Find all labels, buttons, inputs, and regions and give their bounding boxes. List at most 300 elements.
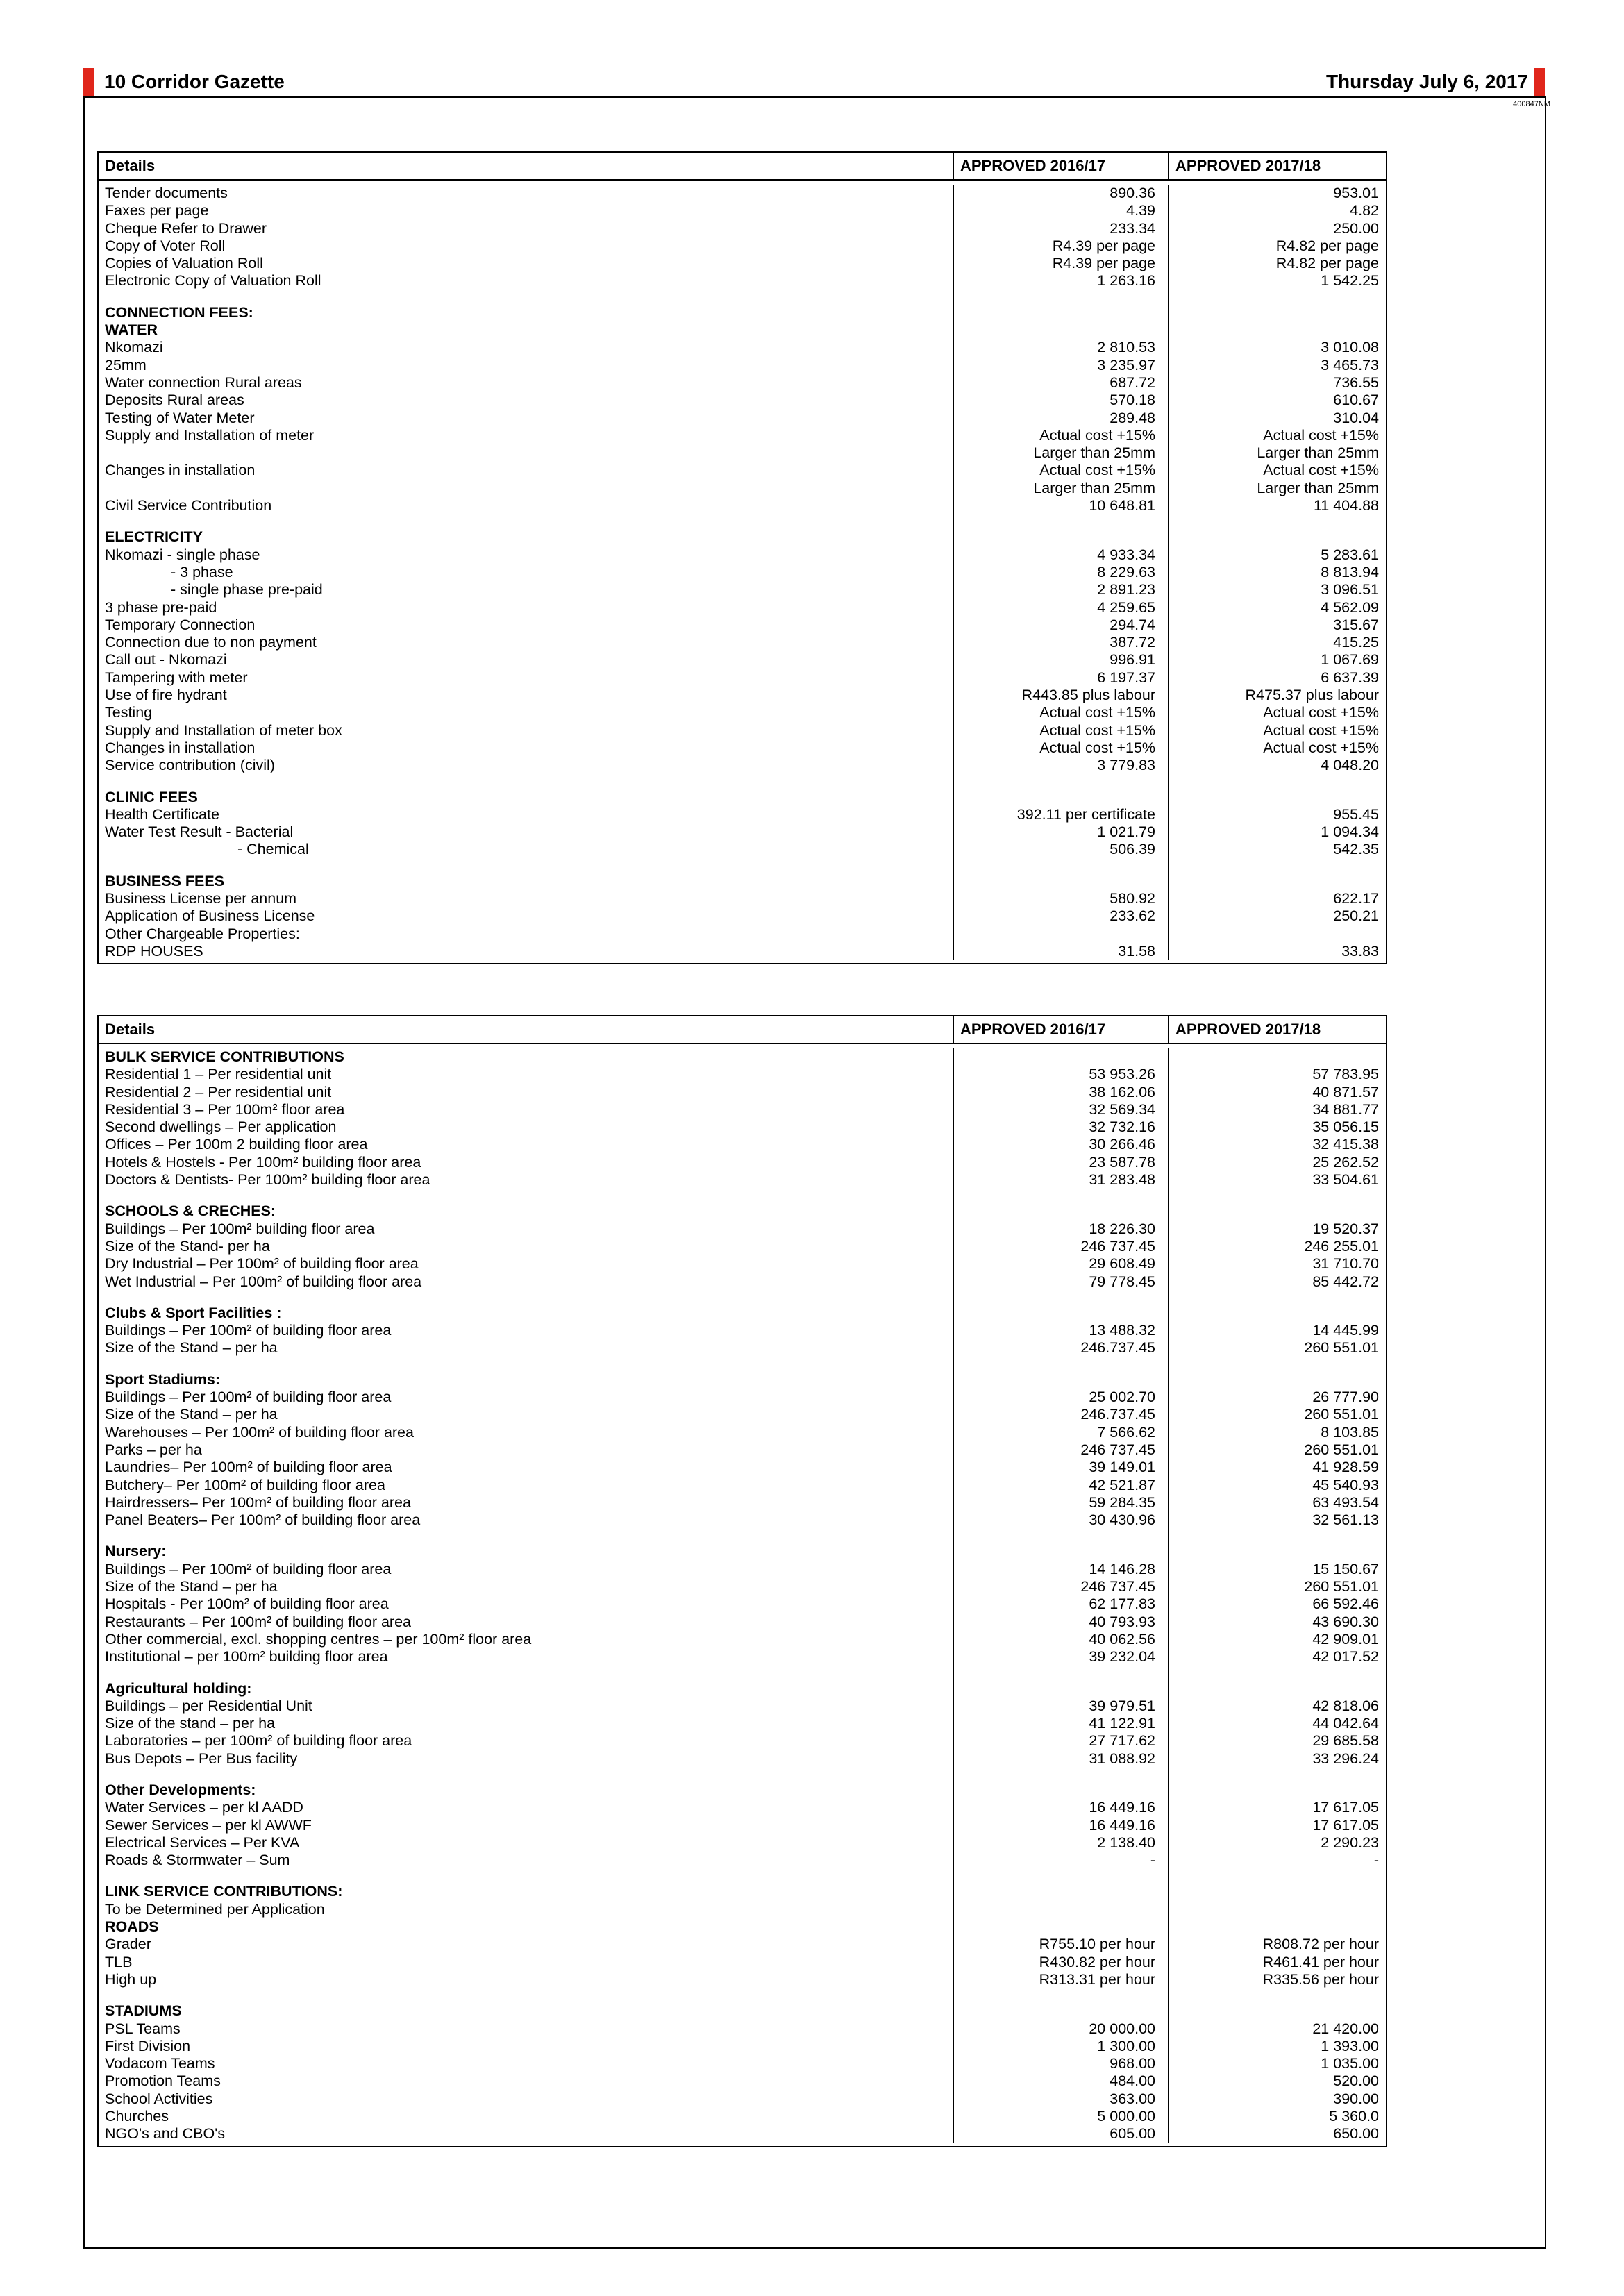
row-approved-2016-17: 4.39 xyxy=(954,202,1169,219)
row-details: Promotion Teams xyxy=(99,2072,954,2090)
table-row xyxy=(99,1971,1386,1988)
row-details xyxy=(99,859,954,873)
row-approved-2017-18 xyxy=(1169,859,1386,873)
row-approved-2016-17: 20 000.00 xyxy=(954,2020,1169,2038)
row-details xyxy=(99,1189,954,1203)
table-spacer xyxy=(99,1189,1386,1203)
row-approved-2016-17 xyxy=(954,514,1169,528)
row-approved-2016-17: Actual cost +15% xyxy=(954,722,1169,739)
row-approved-2017-18 xyxy=(1169,1189,1386,1203)
row-approved-2016-17 xyxy=(954,1883,1169,1900)
row-approved-2016-17: 32 732.16 xyxy=(954,1118,1169,1136)
row-approved-2016-17: 2 891.23 xyxy=(954,581,1169,598)
column-approved-2017-18: APPROVED 2017/18 xyxy=(1175,157,1321,174)
row-approved-2017-18: 33 504.61 xyxy=(1312,1171,1379,1189)
table-row xyxy=(99,1936,1386,1953)
table-row xyxy=(99,704,1386,721)
row-approved-2017-18: 622.17 xyxy=(1333,889,1379,907)
row-approved-2017-18 xyxy=(1169,1371,1386,1389)
row-approved-2017-18 xyxy=(1169,1666,1386,1680)
table-row xyxy=(99,739,1386,757)
row-approved-2016-17 xyxy=(954,789,1169,806)
row-approved-2016-17: 13 488.32 xyxy=(954,1322,1169,1339)
row-details: Laundries– Per 100m² of building floor area xyxy=(99,1459,954,1476)
row-approved-2016-17 xyxy=(954,1305,1169,1322)
row-details: - Chemical xyxy=(99,841,954,858)
row-approved-2017-18: 3 096.51 xyxy=(1321,581,1379,598)
row-approved-2016-17 xyxy=(954,1768,1169,1782)
table-row xyxy=(99,1322,1386,1339)
row-approved-2017-18: Actual cost +15% xyxy=(1263,721,1379,739)
row-details: School Activities xyxy=(99,2090,954,2108)
row-approved-2016-17 xyxy=(954,1371,1169,1389)
table-row xyxy=(99,1066,1386,1083)
row-approved-2017-18: 5 360.0 xyxy=(1329,2108,1379,2125)
row-details: Call out - Nkomazi xyxy=(99,651,954,669)
row-approved-2017-18: 650.00 xyxy=(1333,2125,1379,2143)
table-row xyxy=(99,1255,1386,1273)
table-row xyxy=(99,1459,1386,1476)
row-details: Cheque Refer to Drawer xyxy=(99,220,954,237)
row-details xyxy=(99,1869,954,1883)
row-approved-2017-18 xyxy=(1169,1203,1386,1220)
row-details: Churches xyxy=(99,2108,954,2125)
row-approved-2016-17: 39 979.51 xyxy=(954,1698,1169,1715)
table-row xyxy=(99,220,1386,237)
table-header xyxy=(99,1016,1386,1044)
row-details: Butchery– Per 100m² of building floor area xyxy=(99,1477,954,1494)
row-approved-2017-18: 15 150.67 xyxy=(1312,1560,1379,1577)
row-approved-2016-17: 7 566.62 xyxy=(954,1424,1169,1441)
row-details xyxy=(99,514,954,528)
row-details: Connection due to non payment xyxy=(99,634,954,651)
row-approved-2017-18: 14 445.99 xyxy=(1312,1322,1379,1339)
row-approved-2017-18: 66 592.46 xyxy=(1312,1595,1379,1613)
row-approved-2016-17: 40 062.56 xyxy=(954,1631,1169,1648)
row-details: Bus Depots – Per Bus facility xyxy=(99,1750,954,1768)
row-approved-2017-18: Larger than 25mm xyxy=(1257,479,1379,496)
row-approved-2017-18: R475.37 plus labour xyxy=(1245,687,1379,704)
table-row xyxy=(99,1715,1386,1732)
row-approved-2016-17 xyxy=(954,1357,1169,1371)
row-details: Size of the stand – per ha xyxy=(99,1715,954,1732)
row-approved-2016-17: Larger than 25mm xyxy=(954,480,1169,497)
table-spacer xyxy=(99,514,1386,528)
row-approved-2017-18: 415.25 xyxy=(1333,634,1379,651)
row-details: Second dwellings – Per application xyxy=(99,1118,954,1136)
row-details: Supply and Installation of meter box xyxy=(99,722,954,739)
row-details xyxy=(99,775,954,789)
row-approved-2016-17: R4.39 per page xyxy=(954,255,1169,272)
row-details: Nkomazi - single phase xyxy=(99,546,954,564)
row-approved-2017-18 xyxy=(1169,514,1386,528)
row-approved-2017-18: R461.41 per hour xyxy=(1262,1953,1379,1970)
row-approved-2016-17: 30 266.46 xyxy=(954,1136,1169,1153)
row-approved-2017-18: 1 094.34 xyxy=(1321,823,1379,841)
row-approved-2017-18: 955.45 xyxy=(1333,805,1379,823)
row-approved-2016-17: 1 263.16 xyxy=(954,272,1169,290)
row-details: CONNECTION FEES: xyxy=(99,304,954,321)
row-details: PSL Teams xyxy=(99,2020,954,2038)
header-accent-right xyxy=(1534,68,1545,96)
row-approved-2017-18: 5 283.61 xyxy=(1321,546,1379,563)
row-approved-2016-17: 246 737.45 xyxy=(954,1441,1169,1459)
row-details: Nursery: xyxy=(99,1543,954,1560)
row-approved-2017-18: 315.67 xyxy=(1333,616,1379,633)
row-approved-2017-18: 43 690.30 xyxy=(1312,1613,1379,1630)
table-row xyxy=(99,806,1386,823)
row-details: Temporary Connection xyxy=(99,617,954,634)
table-row xyxy=(99,1477,1386,1494)
section-heading-row xyxy=(99,1918,1386,1936)
row-approved-2017-18: 17 617.05 xyxy=(1312,1816,1379,1834)
row-approved-2017-18: 25 262.52 xyxy=(1312,1153,1379,1171)
table-spacer xyxy=(99,1869,1386,1883)
row-approved-2016-17: 4 259.65 xyxy=(954,599,1169,617)
table-row xyxy=(99,357,1386,374)
table-row xyxy=(99,1273,1386,1291)
row-details: Buildings – per Residential Unit xyxy=(99,1698,954,1715)
table-spacer xyxy=(99,1357,1386,1371)
table-row xyxy=(99,1631,1386,1648)
table-row xyxy=(99,1389,1386,1406)
section-heading-row xyxy=(99,1883,1386,1900)
row-approved-2016-17: 246 737.45 xyxy=(954,1238,1169,1255)
row-approved-2016-17 xyxy=(954,1918,1169,1936)
table-row xyxy=(99,272,1386,290)
row-approved-2017-18 xyxy=(1169,2002,1386,2020)
row-approved-2017-18 xyxy=(1169,304,1386,321)
section-heading-row xyxy=(99,1680,1386,1698)
row-approved-2017-18: 260 551.01 xyxy=(1304,1406,1379,1423)
table-row xyxy=(99,2020,1386,2038)
table-row xyxy=(99,410,1386,427)
row-approved-2017-18: 42 909.01 xyxy=(1312,1630,1379,1648)
table-row xyxy=(99,2038,1386,2055)
table-row xyxy=(99,2090,1386,2108)
row-details: Service contribution (civil) xyxy=(99,757,954,774)
table-row xyxy=(99,1901,1386,1918)
row-details: Parks – per ha xyxy=(99,1441,954,1459)
section-heading-row xyxy=(99,873,1386,890)
row-approved-2017-18: 1 035.00 xyxy=(1321,2055,1379,2072)
table-header xyxy=(99,153,1386,181)
table-row xyxy=(99,925,1386,943)
table-row xyxy=(99,757,1386,774)
row-details: Vodacom Teams xyxy=(99,2055,954,2072)
section-heading-row xyxy=(99,321,1386,339)
row-approved-2017-18 xyxy=(1169,1291,1386,1305)
row-details xyxy=(99,1291,954,1305)
table-row xyxy=(99,2055,1386,2072)
table-spacer xyxy=(99,290,1386,304)
row-details: Buildings – Per 100m² of building floor area xyxy=(99,1561,954,1578)
table-row xyxy=(99,1750,1386,1768)
row-approved-2016-17: 16 449.16 xyxy=(954,1817,1169,1834)
row-approved-2016-17: 42 521.87 xyxy=(954,1477,1169,1494)
table-row xyxy=(99,1561,1386,1578)
table-spacer xyxy=(99,1768,1386,1782)
row-approved-2016-17: 79 778.45 xyxy=(954,1273,1169,1291)
row-approved-2017-18: 41 928.59 xyxy=(1312,1459,1379,1476)
row-approved-2016-17: Actual cost +15% xyxy=(954,427,1169,444)
row-approved-2016-17: 30 430.96 xyxy=(954,1511,1169,1529)
row-approved-2017-18: 11 404.88 xyxy=(1313,497,1379,514)
row-details: Water Test Result - Bacterial xyxy=(99,823,954,841)
row-details: WATER xyxy=(99,321,954,339)
column-approved-2017-18: APPROVED 2017/18 xyxy=(1175,1021,1321,1038)
row-details: First Division xyxy=(99,2038,954,2055)
table-row xyxy=(99,1221,1386,1238)
table-row xyxy=(99,943,1386,960)
row-approved-2017-18: 610.67 xyxy=(1333,392,1379,409)
row-details: Residential 2 – Per residential unit xyxy=(99,1084,954,1101)
table-row xyxy=(99,427,1386,444)
row-approved-2016-17 xyxy=(954,1543,1169,1560)
row-approved-2017-18: 42 017.52 xyxy=(1312,1648,1379,1666)
row-details: Application of Business License xyxy=(99,907,954,925)
row-approved-2017-18: 63 493.54 xyxy=(1312,1493,1379,1511)
row-approved-2016-17 xyxy=(954,528,1169,546)
row-approved-2017-18: 31 710.70 xyxy=(1312,1255,1379,1273)
section-heading-row xyxy=(99,1203,1386,1220)
row-approved-2016-17: Larger than 25mm xyxy=(954,444,1169,462)
row-approved-2017-18: 390.00 xyxy=(1333,2090,1379,2107)
row-approved-2017-18: 250.00 xyxy=(1333,219,1379,237)
row-approved-2016-17: 31.58 xyxy=(954,943,1169,960)
row-approved-2017-18: 40 871.57 xyxy=(1312,1083,1379,1100)
table-row xyxy=(99,634,1386,651)
table-row xyxy=(99,444,1386,462)
table-row xyxy=(99,1595,1386,1613)
row-details: Deposits Rural areas xyxy=(99,392,954,409)
table-row xyxy=(99,1834,1386,1852)
row-approved-2016-17: 484.00 xyxy=(954,2072,1169,2090)
row-approved-2017-18: 21 420.00 xyxy=(1312,2020,1379,2037)
row-details: ROADS xyxy=(99,1918,954,1936)
row-details: Other Developments: xyxy=(99,1782,954,1799)
row-approved-2017-18: R4.82 per page xyxy=(1275,255,1379,272)
row-approved-2017-18: 35 056.15 xyxy=(1312,1118,1379,1136)
row-approved-2017-18: 34 881.77 xyxy=(1312,1100,1379,1118)
table-row xyxy=(99,651,1386,669)
row-approved-2017-18: 85 442.72 xyxy=(1312,1273,1379,1290)
table-row xyxy=(99,1101,1386,1118)
row-approved-2017-18: 260 551.01 xyxy=(1304,1441,1379,1458)
row-approved-2016-17: 387.72 xyxy=(954,634,1169,651)
row-approved-2017-18: 32 561.13 xyxy=(1312,1511,1379,1529)
row-approved-2016-17: 23 587.78 xyxy=(954,1154,1169,1171)
row-approved-2017-18: 736.55 xyxy=(1333,374,1379,391)
row-approved-2016-17: 246.737.45 xyxy=(954,1339,1169,1357)
table-spacer xyxy=(99,859,1386,873)
row-approved-2017-18: Actual cost +15% xyxy=(1263,462,1379,479)
row-details: Size of the Stand- per ha xyxy=(99,1238,954,1255)
publication-date: Thursday July 6, 2017 xyxy=(1325,71,1528,92)
table-row xyxy=(99,462,1386,479)
row-details: TLB xyxy=(99,1954,954,1971)
row-approved-2017-18 xyxy=(1169,528,1386,546)
row-approved-2017-18: 260 551.01 xyxy=(1304,1578,1379,1595)
row-details: Electronic Copy of Valuation Roll xyxy=(99,272,954,290)
row-approved-2016-17 xyxy=(954,1666,1169,1680)
row-details: Buildings – Per 100m² building floor area xyxy=(99,1221,954,1238)
row-approved-2016-17: 968.00 xyxy=(954,2055,1169,2072)
table-spacer xyxy=(99,1529,1386,1543)
table-row xyxy=(99,2072,1386,2090)
table-row xyxy=(99,374,1386,392)
row-details: Changes in installation xyxy=(99,739,954,757)
row-approved-2016-17: 294.74 xyxy=(954,617,1169,634)
row-approved-2016-17: R4.39 per page xyxy=(954,237,1169,255)
row-details xyxy=(99,1768,954,1782)
row-details xyxy=(99,1988,954,2002)
section-heading-row xyxy=(99,1048,1386,1066)
table-row xyxy=(99,1084,1386,1101)
row-details xyxy=(99,1529,954,1543)
row-details: - single phase pre-paid xyxy=(99,581,954,598)
row-approved-2016-17: 506.39 xyxy=(954,841,1169,858)
row-approved-2016-17: R443.85 plus labour xyxy=(954,687,1169,704)
row-details: Doctors & Dentists- Per 100m² building floor area xyxy=(99,1171,954,1189)
table-row xyxy=(99,237,1386,255)
table-row xyxy=(99,2108,1386,2125)
table-row xyxy=(99,255,1386,272)
row-details: Size of the Stand – per ha xyxy=(99,1406,954,1423)
row-approved-2017-18: Actual cost +15% xyxy=(1263,426,1379,444)
row-approved-2016-17: 59 284.35 xyxy=(954,1494,1169,1511)
row-approved-2017-18: 1 542.25 xyxy=(1321,272,1379,290)
row-approved-2017-18: 520.00 xyxy=(1333,2072,1379,2090)
row-approved-2016-17: 363.00 xyxy=(954,2090,1169,2108)
row-approved-2017-18 xyxy=(1169,775,1386,789)
table-row xyxy=(99,669,1386,687)
row-approved-2016-17: 3 235.97 xyxy=(954,357,1169,374)
row-approved-2016-17: 570.18 xyxy=(954,392,1169,409)
row-approved-2016-17 xyxy=(954,1048,1169,1066)
row-details: Water Services – per kl AADD xyxy=(99,1799,954,1816)
row-details: To be Determined per Application xyxy=(99,1901,954,1918)
row-approved-2017-18: 8 813.94 xyxy=(1321,563,1379,580)
table-row xyxy=(99,1424,1386,1441)
row-details: Health Certificate xyxy=(99,806,954,823)
row-approved-2016-17: 2 810.53 xyxy=(954,339,1169,356)
table-row xyxy=(99,1578,1386,1595)
notice-code: 400847NM xyxy=(1513,100,1550,108)
table-row xyxy=(99,1648,1386,1666)
row-approved-2016-17 xyxy=(954,873,1169,890)
column-approved-2016-17: APPROVED 2016/17 xyxy=(954,1016,1169,1043)
row-approved-2016-17 xyxy=(954,304,1169,321)
row-approved-2016-17 xyxy=(954,1988,1169,2002)
row-approved-2016-17: Actual cost +15% xyxy=(954,739,1169,757)
table-row xyxy=(99,1511,1386,1529)
row-approved-2017-18 xyxy=(1169,1357,1386,1371)
row-approved-2016-17: Actual cost +15% xyxy=(954,462,1169,479)
row-approved-2017-18 xyxy=(1169,1529,1386,1543)
section-heading-row xyxy=(99,528,1386,546)
row-approved-2016-17: 2 138.40 xyxy=(954,1834,1169,1852)
column-details: Details xyxy=(99,153,954,179)
row-details: Size of the Stand – per ha xyxy=(99,1578,954,1595)
row-approved-2016-17: 246 737.45 xyxy=(954,1578,1169,1595)
table-spacer xyxy=(99,1666,1386,1680)
row-approved-2016-17: 25 002.70 xyxy=(954,1389,1169,1406)
section-heading-row xyxy=(99,304,1386,321)
row-approved-2016-17: Actual cost +15% xyxy=(954,704,1169,721)
row-details: ELECTRICITY xyxy=(99,528,954,546)
row-details: BUSINESS FEES xyxy=(99,873,954,890)
row-details: STADIUMS xyxy=(99,2002,954,2020)
table-spacer xyxy=(99,1291,1386,1305)
row-approved-2017-18: 310.04 xyxy=(1333,409,1379,426)
row-approved-2016-17: 39 232.04 xyxy=(954,1648,1169,1666)
row-details: Changes in installation xyxy=(99,462,954,479)
row-approved-2017-18 xyxy=(1169,873,1386,890)
row-approved-2017-18: 42 818.06 xyxy=(1312,1697,1379,1714)
row-details: Sewer Services – per kl AWWF xyxy=(99,1817,954,1834)
table-body xyxy=(99,1044,1386,2146)
row-details: Other commercial, excl. shopping centres – per 100m² floor area xyxy=(99,1631,954,1648)
row-details: Residential 1 – Per residential unit xyxy=(99,1066,954,1083)
gazette-title: 10 Corridor Gazette xyxy=(104,71,285,92)
row-details: RDP HOUSES xyxy=(99,943,954,960)
row-details: Business License per annum xyxy=(99,890,954,907)
row-details: Copies of Valuation Roll xyxy=(99,255,954,272)
row-approved-2016-17 xyxy=(954,1291,1169,1305)
table-row xyxy=(99,497,1386,514)
row-details: Hotels & Hostels - Per 100m² building floor area xyxy=(99,1154,954,1171)
table-row xyxy=(99,1698,1386,1715)
row-approved-2017-18: 57 783.95 xyxy=(1312,1066,1379,1083)
table-row xyxy=(99,1171,1386,1189)
row-approved-2016-17: 32 569.34 xyxy=(954,1101,1169,1118)
table-row xyxy=(99,392,1386,409)
row-approved-2016-17: 5 000.00 xyxy=(954,2108,1169,2125)
table-row xyxy=(99,2125,1386,2143)
row-approved-2017-18: R4.82 per page xyxy=(1275,237,1379,254)
row-approved-2016-17 xyxy=(954,1680,1169,1698)
row-approved-2016-17: 53 953.26 xyxy=(954,1066,1169,1083)
row-details: Wet Industrial – Per 100m² of building floor area xyxy=(99,1273,954,1291)
table-row xyxy=(99,546,1386,564)
row-approved-2016-17: 687.72 xyxy=(954,374,1169,392)
table-row xyxy=(99,1406,1386,1423)
row-details: Residential 3 – Per 100m² floor area xyxy=(99,1101,954,1118)
column-details: Details xyxy=(99,1016,954,1043)
row-details: Agricultural holding: xyxy=(99,1680,954,1698)
fee-table-bulk-services xyxy=(97,1015,1387,2147)
row-approved-2017-18: 2 290.23 xyxy=(1321,1834,1379,1851)
table-row xyxy=(99,480,1386,497)
row-approved-2017-18 xyxy=(1169,789,1386,806)
row-approved-2017-18 xyxy=(1169,1782,1386,1799)
row-approved-2017-18 xyxy=(1169,1048,1386,1066)
row-approved-2016-17: 8 229.63 xyxy=(954,564,1169,581)
row-details: Civil Service Contribution xyxy=(99,497,954,514)
row-approved-2017-18: 4 048.20 xyxy=(1321,757,1379,774)
row-approved-2017-18: 33 296.24 xyxy=(1312,1750,1379,1767)
table-row xyxy=(99,722,1386,739)
table-row xyxy=(99,1339,1386,1357)
row-approved-2017-18: 19 520.37 xyxy=(1312,1220,1379,1237)
row-approved-2017-18: 260 551.01 xyxy=(1304,1339,1379,1357)
row-approved-2016-17: 16 449.16 xyxy=(954,1799,1169,1816)
section-heading-row xyxy=(99,2002,1386,2020)
row-approved-2017-18: 26 777.90 xyxy=(1312,1389,1379,1406)
section-heading-row xyxy=(99,789,1386,806)
table-row xyxy=(99,1817,1386,1834)
